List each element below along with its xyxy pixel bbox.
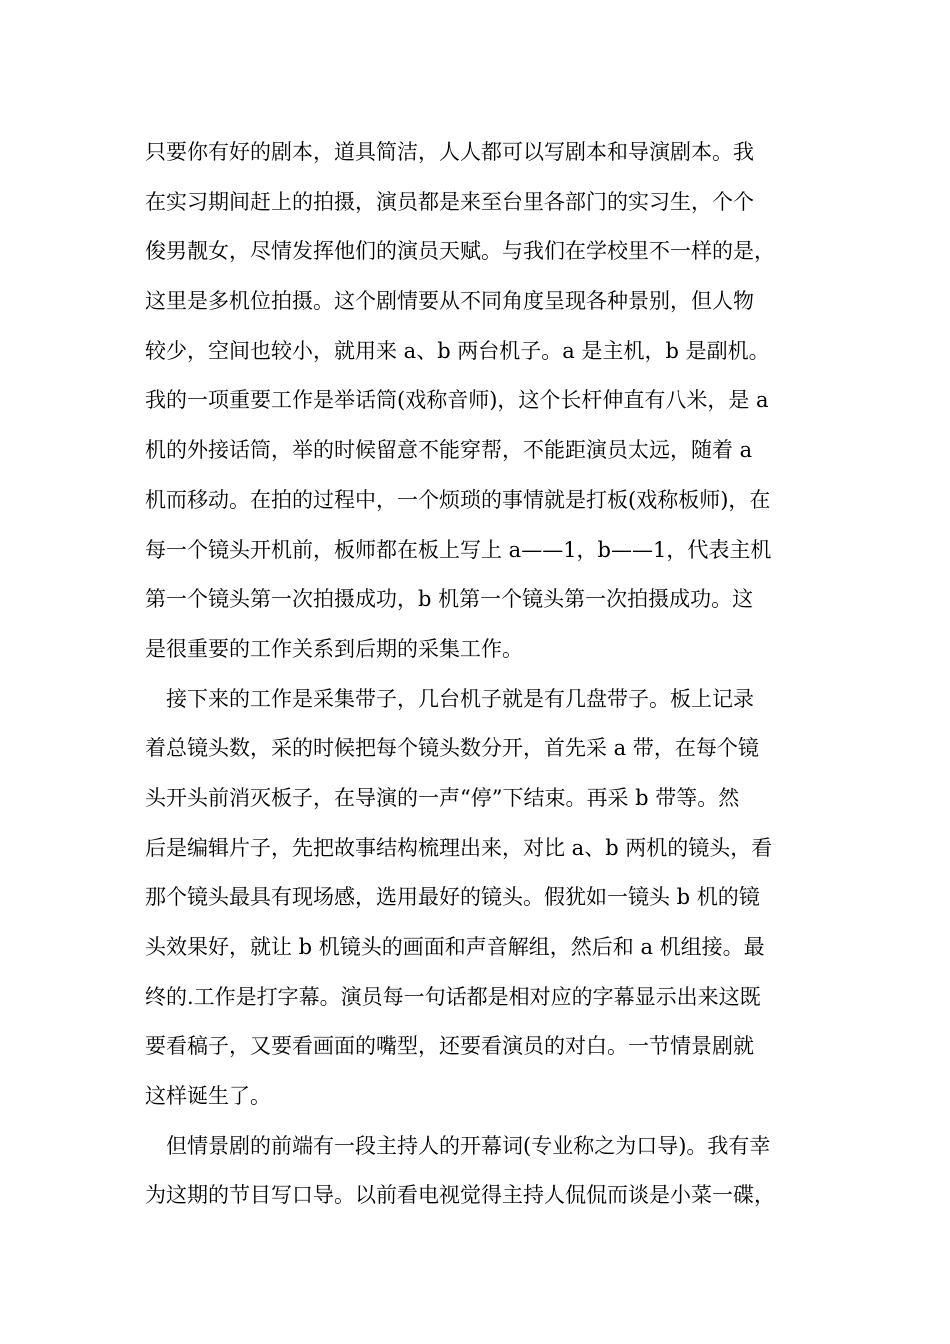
text-line: 较少，空间也较小，就用来 a、b 两台机子。a 是主机，b 是副机。 bbox=[145, 338, 770, 363]
text-line: 是很重要的工作关系到后期的采集工作。 bbox=[145, 636, 523, 661]
text-line: 我的一项重要工作是举话筒(戏称音师)，这个长杆伸直有八米，是 a bbox=[145, 388, 769, 413]
text-line: 头效果好，就让 b 机镜头的画面和声音解组，然后和 a 机组接。最 bbox=[145, 935, 765, 959]
text-line: 但情景剧的前端有一段主持人的开幕词(专业称之为口导)。我有幸 bbox=[166, 1133, 771, 1158]
text-line: 在实习期间赶上的拍摄，演员都是来至台里各部门的实习生，个个 bbox=[145, 189, 754, 214]
text-line: 接下来的工作是采集带子，几台机子就是有几盘带子。板上记录 bbox=[166, 686, 754, 711]
text-line: 那个镜头最具有现场感，选用最好的镜头。假犹如一镜头 b 机的镜 bbox=[145, 885, 760, 910]
text-line: 终的.工作是打字幕。演员每一句话都是相对应的字幕显示出来这既 bbox=[145, 984, 761, 1009]
text-line: 俊男靓女，尽情发挥他们的演员天赋。与我们在学校里不一样的是， bbox=[145, 239, 775, 264]
text-line: 每一个镜头开机前，板师都在板上写上 a——1，b——1，代表主机 bbox=[145, 537, 772, 562]
paragraph-3 bbox=[145, 1122, 825, 1221]
text-line: 头开头前消灭板子，在导演的一声“停”下结束。再采 b 带等。然 bbox=[145, 785, 740, 810]
text-line: 这样诞生了。 bbox=[145, 1084, 271, 1109]
text-line: 只要你有好的剧本，道具简洁，人人都可以写剧本和导演剧本。我 bbox=[145, 140, 754, 164]
text-line: 机的外接话筒，举的时候留意不能穿帮，不能距演员太远，随着 a bbox=[145, 438, 753, 463]
text-line: 机而移动。在拍的过程中，一个烦琐的事情就是打板(戏称板师)，在 bbox=[145, 487, 771, 512]
body-text bbox=[145, 128, 825, 1221]
text-line: 着总镜头数，采的时候把每个镜头数分开，首先采 a 带，在每个镜 bbox=[145, 736, 759, 761]
text-line: 为这期的节目写口导。以前看电视觉得主持人侃侃而谈是小菜一碟， bbox=[145, 1183, 775, 1208]
text-line: 后是编辑片子，先把故事结构梳理出来，对比 a、b 两机的镜头，看 bbox=[145, 835, 773, 860]
paragraph-1 bbox=[145, 128, 825, 675]
text-line: 要看稿子，又要看画面的嘴型，还要看演员的对白。一节情景剧就 bbox=[145, 1034, 754, 1059]
text-line: 第一个镜头第一次拍摄成功，b 机第一个镜头第一次拍摄成功。这 bbox=[145, 587, 754, 612]
text-line: 这里是多机位拍摄。这个剧情要从不同角度呈现各种景别，但人物 bbox=[145, 289, 754, 314]
paragraph-2 bbox=[145, 675, 825, 1122]
